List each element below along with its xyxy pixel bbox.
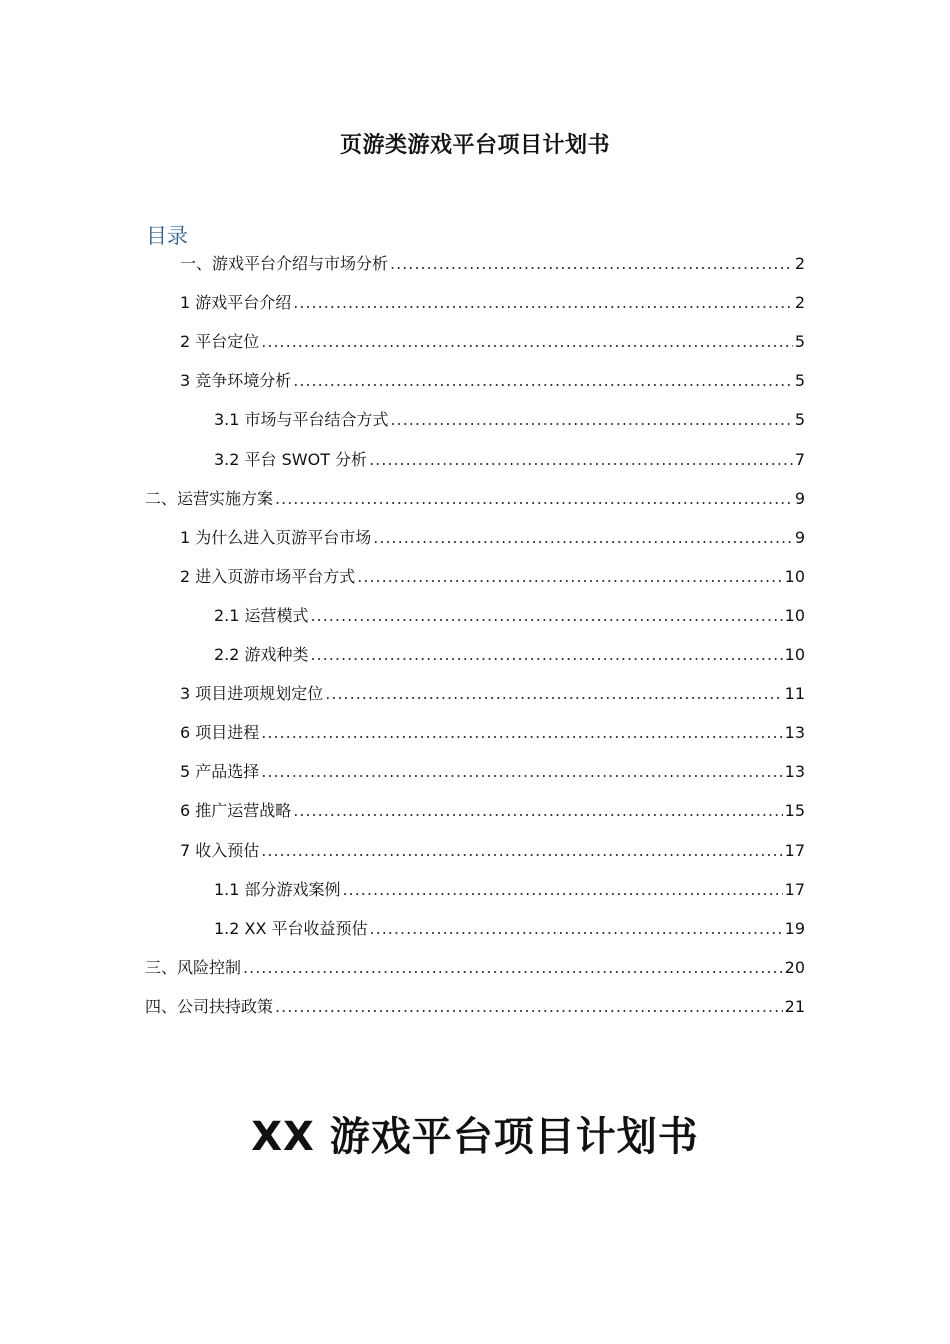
toc-entry[interactable] (180, 361, 805, 400)
toc-entry[interactable] (214, 635, 805, 674)
toc-entry-label: 3.2 平台 SWOT 分析 (214, 449, 368, 469)
toc-dot-leader (311, 645, 783, 665)
cover-title: XX 游戏平台项目计划书 (251, 1114, 699, 1160)
toc-entry-page: 20 (784, 957, 805, 977)
toc-entry-label: 二、运营实施方案 (145, 488, 274, 508)
toc-entry-page: 2 (794, 292, 805, 312)
toc-entry-label: 四、公司扶持政策 (145, 996, 274, 1016)
toc-entry-page: 10 (784, 566, 805, 586)
toc-entry-label: 1.2 XX 平台收益预估 (214, 918, 368, 938)
toc-entry[interactable] (180, 791, 805, 830)
toc-entry-page: 19 (784, 918, 805, 938)
toc-dot-leader (390, 254, 793, 274)
toc-entry-page: 5 (794, 409, 805, 429)
toc-dot-leader (293, 371, 793, 391)
toc-entry-page: 5 (794, 331, 805, 351)
toc-entry-label: 2 进入页游市场平台方式 (180, 566, 356, 586)
toc-entry-page: 21 (784, 996, 805, 1016)
toc-entry-page: 13 (784, 761, 805, 781)
toc-entry[interactable] (180, 244, 805, 283)
document-title: 页游类游戏平台项目计划书 (339, 133, 610, 158)
toc-entry[interactable] (180, 752, 805, 791)
toc-entry[interactable] (214, 400, 805, 439)
toc-entry-page: 10 (784, 605, 805, 625)
toc-entry-page: 5 (794, 370, 805, 390)
toc-entry[interactable] (180, 283, 805, 322)
toc-entry-page: 13 (784, 722, 805, 742)
toc-entry-label: 6 推广运营战略 (180, 800, 292, 820)
toc-dot-leader (357, 567, 782, 587)
toc-dot-leader (261, 841, 782, 861)
toc-entry-page: 9 (794, 488, 805, 508)
toc-dot-leader (343, 880, 783, 900)
toc-entry[interactable] (180, 713, 805, 752)
toc-entry-page: 17 (784, 879, 805, 899)
toc-entry-page: 15 (784, 800, 805, 820)
toc-entry-label: 7 收入预估 (180, 840, 260, 860)
toc-entry-label: 3.1 市场与平台结合方式 (214, 409, 389, 429)
toc-entry[interactable] (214, 909, 805, 948)
toc-entry-label: 3 竞争环境分析 (180, 370, 292, 390)
toc-entry-page: 9 (794, 527, 805, 547)
toc-entry[interactable] (180, 518, 805, 557)
toc-entry-page: 2 (794, 253, 805, 273)
toc-entry-label: 1 为什么进入页游平台市场 (180, 527, 372, 547)
toc-dot-leader (261, 332, 793, 352)
toc-dot-leader (275, 489, 793, 509)
toc-dot-leader (293, 801, 782, 821)
toc-entry-label: 三、风险控制 (145, 957, 242, 977)
toc-entry[interactable] (214, 440, 805, 479)
toc-entry[interactable] (214, 596, 805, 635)
toc-entry-label: 2 平台定位 (180, 331, 260, 351)
toc-entry-label: 一、游戏平台介绍与市场分析 (180, 253, 389, 273)
toc-entry-label: 3 项目进项规划定位 (180, 683, 324, 703)
toc-entry-label: 2.2 游戏种类 (214, 644, 309, 664)
toc-entry-page: 11 (784, 683, 805, 703)
toc-entry[interactable] (180, 557, 805, 596)
toc-dot-leader (370, 919, 783, 939)
toc-entry-page: 7 (794, 449, 805, 469)
toc-dot-leader (311, 606, 783, 626)
toc-dot-leader (325, 684, 782, 704)
toc-entry[interactable] (214, 870, 805, 909)
toc-entry-page: 10 (784, 644, 805, 664)
toc-entry[interactable] (145, 987, 805, 1026)
toc-dot-leader (243, 958, 783, 978)
toc-entry[interactable] (180, 674, 805, 713)
toc-dot-leader (369, 450, 793, 470)
toc-entry[interactable] (145, 479, 805, 518)
toc-entry-label: 5 产品选择 (180, 761, 260, 781)
toc-dot-leader (293, 293, 793, 313)
toc-entry-page: 17 (784, 840, 805, 860)
toc-dot-leader (373, 528, 793, 548)
toc-entry[interactable] (145, 948, 805, 987)
toc-entry[interactable] (180, 831, 805, 870)
toc-dot-leader (261, 762, 782, 782)
toc-entry-label: 6 项目进程 (180, 722, 260, 742)
toc-dot-leader (275, 997, 783, 1017)
toc-entry-label: 1 游戏平台介绍 (180, 292, 292, 312)
toc-dot-leader (391, 410, 793, 430)
toc-entry-label: 2.1 运营模式 (214, 605, 309, 625)
toc-entry-label: 1.1 部分游戏案例 (214, 879, 341, 899)
toc-heading: 目录 (146, 224, 188, 248)
toc-dot-leader (261, 723, 782, 743)
toc-entry[interactable] (180, 322, 805, 361)
